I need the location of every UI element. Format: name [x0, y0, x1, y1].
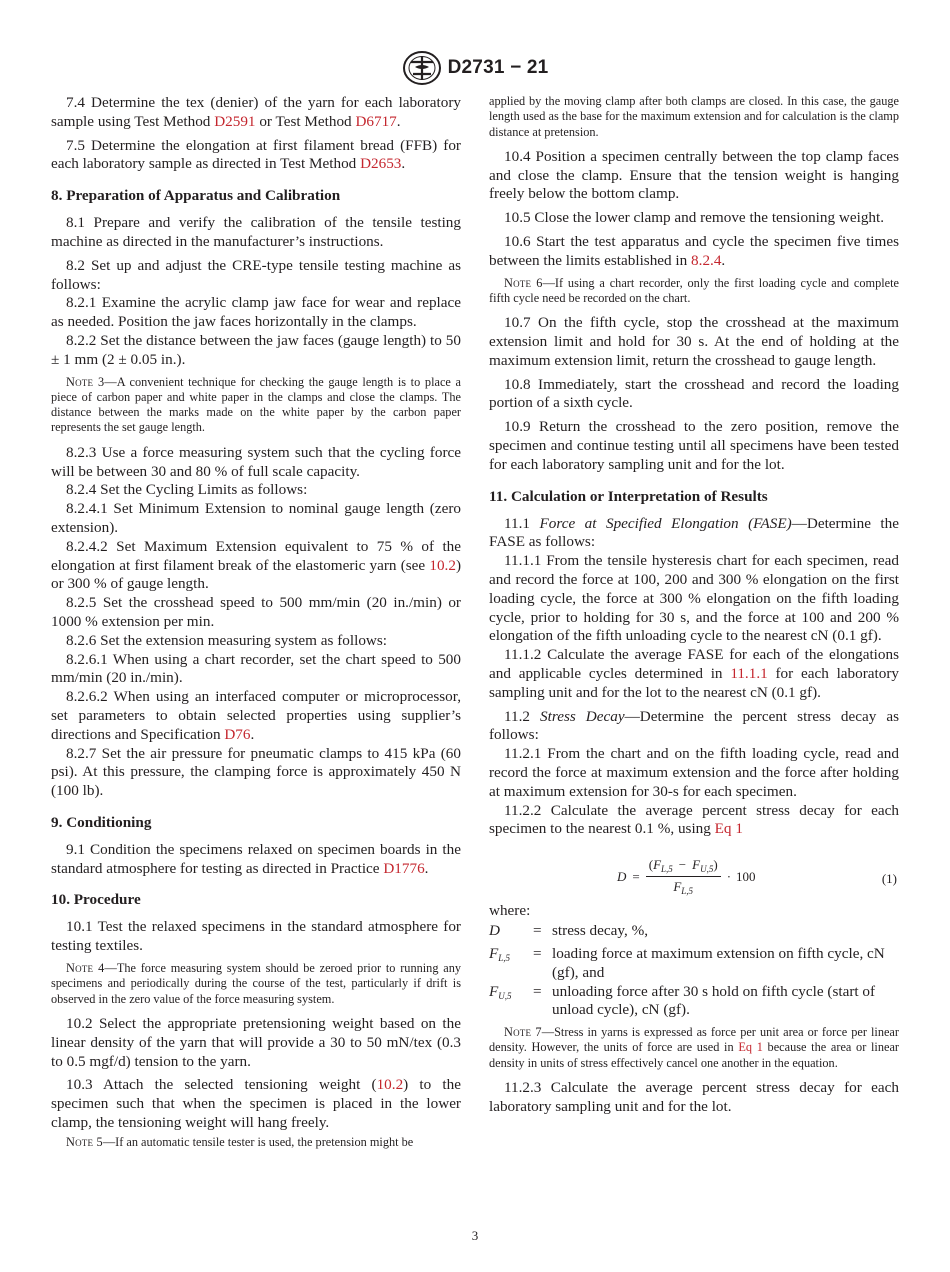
- paragraph-8-2-2: 8.2.2 Set the distance between the jaw faces (gauge length) to 50 ± 1 mm (2 ± 0.05 in.).: [51, 331, 461, 368]
- definition-equals: =: [533, 982, 542, 1000]
- link-eq-1[interactable]: Eq 1: [714, 820, 743, 838]
- definition-text: unloading force after 30 s hold on fifth cycle (start of unload cycle), cN (gf).: [552, 982, 876, 1019]
- paragraph-11-2-1: 11.2.1 From the chart and on the fifth loading cycle, read and record the force at maximum extension and the force after holding at maximum extension for 30-s for each specimen.: [489, 745, 899, 800]
- link-eq-1-b[interactable]: Eq 1: [738, 1040, 763, 1055]
- page-number: 3: [471, 1228, 479, 1243]
- definition-row: [489, 983, 899, 1021]
- paragraph-8-2-1: 8.2.1 Examine the acrylic clamp jaw face for wear and replace as needed. Position the jaw faces horizontally in the clamps.: [51, 294, 461, 331]
- section-heading-8: 8. Preparation of Apparatus and Calibration: [51, 187, 341, 205]
- definition-symbol: $F_{U,5}$: [489, 982, 512, 1001]
- paragraph-8-2-3: 8.2.3 Use a force measuring system such that the cycling force will be between 30 and 80 % of full scale capacity.: [51, 443, 461, 480]
- definition-text: loading force at maximum extension on fifth cycle, cN (gf), and: [552, 944, 885, 981]
- definition-text: stress decay, %,: [552, 922, 649, 940]
- definition-row: [489, 922, 899, 945]
- paragraph-11-1: 11.1 Force at Specified Elongation (FASE)—Determine the FASE as follows:: [489, 514, 899, 551]
- paragraph-11-1-1: 11.1.1 From the tensile hysteresis chart for each specimen, read and record the force at 100, 200 and 300 % elongation on the first loading cycle, the force at 300 % elongation on the fifth loading cycle, prior to holding for 30 s, and the force at 100 and 200 % elongation of the fifth unloading cycle to the nearest cN (0.1 gf).: [489, 552, 899, 645]
- paragraph-8-2-6-1: 8.2.6.1 When using a chart recorder, set the chart speed to 500 mm/min (20 in./min).: [51, 650, 461, 687]
- link-8-2-4[interactable]: 8.2.4: [691, 251, 722, 269]
- paragraph-10-8: 10.8 Immediately, start the crosshead and record the loading portion of a sixth cycle.: [489, 375, 899, 412]
- paragraph-7-5: 7.5 Determine the elongation at first filament bread (FFB) for each laboratory sample as directed in Test Method D2653.: [51, 136, 461, 173]
- paragraph-11-1-2: 11.1.2 Calculate the average FASE for each of the elongations and applicable cycles determined in 11.1.1 for each laboratory sampling unit and for the lot to the nearest cN (0.1 gf).: [489, 646, 899, 701]
- paragraph-11-2-2: 11.2.2 Calculate the average percent stress decay for each specimen to the nearest 0.1 %, using Eq 1: [489, 801, 899, 838]
- page-header: [0, 48, 950, 88]
- link-d2653[interactable]: D2653: [360, 155, 402, 173]
- section-heading-11: 11. Calculation or Interpretation of Results: [489, 487, 768, 505]
- note-3: Note 3—A convenient technique for checking the gauge length is to place a piece of carbon paper and white paper in the clamps and close the clamps. The distance between the marks made on the white paper by the carbon paper represents the set gauge length.: [51, 374, 461, 435]
- link-10-2-b[interactable]: 10.2: [376, 1076, 404, 1094]
- paragraph-10-9: 10.9 Return the crosshead to the zero position, remove the specimen and continue testing until all specimens have been tested for each laboratory sampling unit and for the lot.: [489, 418, 899, 473]
- definition-row: [489, 945, 899, 983]
- definition-equals: =: [533, 944, 542, 962]
- equation-equals: =: [632, 868, 640, 884]
- link-11-1-1[interactable]: 11.1.1: [730, 665, 768, 683]
- paragraph-8-2-6-2: 8.2.6.2 When using an interfaced computer or microprocessor, set parameters to obtain selected properties using supplier’s directions and Specification D76.: [51, 688, 461, 743]
- paragraph-8-2-6: 8.2.6 Set the extension measuring system as follows:: [66, 631, 388, 649]
- equation-body: [617, 857, 756, 896]
- link-d1776[interactable]: D1776: [383, 859, 425, 877]
- paragraph-10-1: 10.1 Test the relaxed specimens in the standard atmosphere for testing textiles.: [51, 918, 461, 955]
- paragraph-10-3: 10.3 Attach the selected tensioning weight (10.2) to the specimen such that when the specimen is placed in the lower clamp, the tensioning weight will hang freely.: [51, 1076, 461, 1131]
- paragraph-8-2-5: 8.2.5 Set the crosshead speed to 500 mm/min (20 in./min) or 1000 % extension per min.: [51, 594, 461, 630]
- document-id: D2731 − 21: [447, 57, 549, 78]
- note-5-continued: applied by the moving clamp after both clamps are closed. In this case, the gauge length used as the base for the maximum extension and for calculation is the clamp distance at pretension.: [489, 94, 899, 139]
- equation-number: (1): [881, 871, 897, 887]
- astm-logo-icon: [402, 50, 442, 86]
- equation-times: ·: [726, 868, 732, 884]
- variable-definitions: [489, 922, 899, 1020]
- equation-denominator: $F_{L,5}$: [673, 879, 694, 897]
- paragraph-8-1: 8.1 Prepare and verify the calibration of the tensile testing machine as directed in the manufacturer’s instructions.: [51, 214, 461, 250]
- equation-lhs: D: [617, 868, 627, 884]
- equation-1: [489, 845, 899, 897]
- paragraph-7-4: 7.4 Determine the tex (denier) of the yarn for each laboratory sample using Test Method D2591 or Test Method D6717.: [51, 94, 461, 130]
- note-4: Note 4—The force measuring system should be zeroed prior to running any specimens and periodically during the course of the test, particularly if drift is observed in the zero value of the force measuring system.: [51, 961, 461, 1006]
- paragraph-8-2-4-2: 8.2.4.2 Set Maximum Extension equivalent to 75 % of the elongation at first filament break of the elastomeric yarn (see 10.2) or 300 % of gauge length.: [51, 537, 461, 593]
- link-d6717[interactable]: D6717: [355, 112, 397, 130]
- paragraph-10-2: 10.2 Select the appropriate pretensioning weight based on the linear density of the yarn that will provide a 30 to 50 mN/tex (0.3 to 0.5 mgf/d) tension to the yarn.: [51, 1014, 461, 1070]
- section-heading-10: 10. Procedure: [51, 891, 141, 909]
- paragraph-9-1: 9.1 Condition the specimens relaxed on specimen boards in the standard atmosphere for testing as directed in Practice D1776.: [51, 840, 461, 877]
- paragraph-10-4: 10.4 Position a specimen centrally between the top clamp faces and close the clamp. Ensure that the tension weight is hanging freely below the bottom clamp.: [489, 147, 899, 203]
- paragraph-8-2-7: 8.2.7 Set the air pressure for pneumatic clamps to 415 kPa (60 psi). At this pressure, the clamping force is approximately 450 N (100 lb).: [51, 744, 461, 800]
- equation-factor: 100: [736, 868, 756, 884]
- equation-fraction: [646, 857, 721, 896]
- paragraph-10-6: 10.6 Start the test apparatus and cycle the specimen five times between the limits established in 8.2.4.: [489, 233, 899, 269]
- paragraph-10-7: 10.7 On the fifth cycle, stop the crosshead at the maximum extension limit and hold for 30 s. At the end of holding at the maximum extension limit, return the crosshead to gauge length.: [489, 314, 899, 369]
- equation-numerator: $(F_{L,5} - F_{U,5})$: [646, 857, 721, 877]
- link-d76[interactable]: D76: [224, 725, 251, 743]
- where-label: where:: [489, 902, 531, 920]
- right-column: [489, 94, 899, 1122]
- paragraph-11-2-3: 11.2.3 Calculate the average percent stress decay for each laboratory sampling unit and for the lot.: [489, 1079, 899, 1115]
- note-5: Note 5—If an automatic tensile tester is used, the pretension might be: [66, 1134, 414, 1149]
- definition-equals: =: [533, 922, 542, 940]
- definition-symbol: D: [489, 922, 500, 940]
- paragraph-8-2-4: 8.2.4 Set the Cycling Limits as follows:: [66, 481, 308, 499]
- link-10-2[interactable]: 10.2: [429, 556, 456, 574]
- note-7: Note 7—Stress in yarns is expressed as force per unit area or force per linear density. However, the units of force are used in Eq 1 because the area or linear density in units of stress effectively cancel one another in the equation.: [489, 1025, 899, 1070]
- left-column: [51, 94, 461, 1158]
- paragraph-10-5: 10.5 Close the lower clamp and remove the tensioning weight.: [504, 209, 885, 227]
- note-6: Note 6—If using a chart recorder, only the first loading cycle and complete fifth cycle need be recorded on the chart.: [489, 275, 899, 305]
- section-heading-9: 9. Conditioning: [51, 813, 152, 831]
- definition-symbol: $F_{L,5}$: [489, 944, 511, 963]
- paragraph-8-2-4-1: 8.2.4.1 Set Minimum Extension to nominal gauge length (zero extension).: [51, 500, 461, 536]
- link-d2591[interactable]: D2591: [214, 112, 256, 130]
- paragraph-8-2: 8.2 Set up and adjust the CRE-type tensile testing machine as follows:: [51, 256, 461, 293]
- paragraph-11-2: 11.2 Stress Decay—Determine the percent stress decay as follows:: [489, 707, 900, 744]
